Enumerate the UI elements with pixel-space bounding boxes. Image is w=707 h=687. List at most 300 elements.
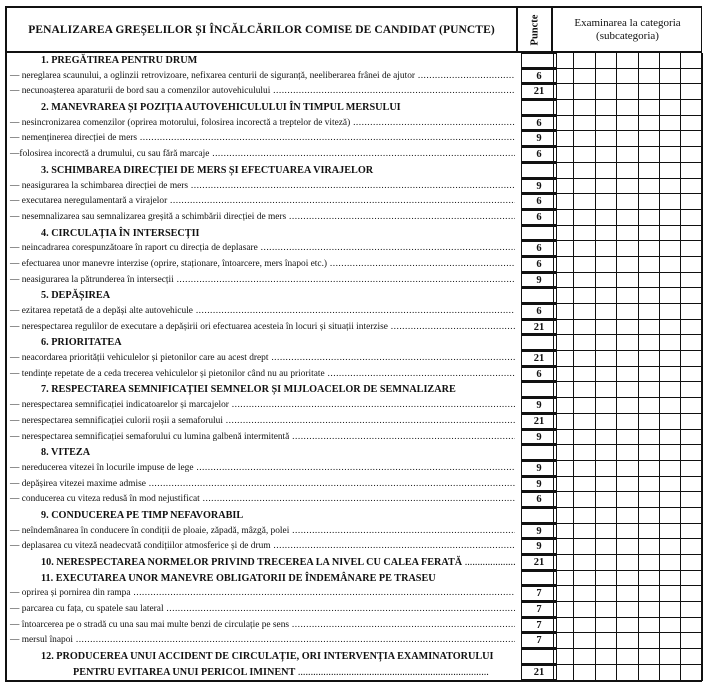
category-check-cell[interactable]: [617, 116, 638, 132]
category-check-cell[interactable]: [639, 633, 660, 649]
category-check-cell[interactable]: [574, 492, 595, 508]
category-check-cell[interactable]: [596, 445, 617, 461]
category-check-cell[interactable]: [660, 257, 681, 273]
category-check-cell[interactable]: [681, 288, 702, 304]
category-check-cell[interactable]: [596, 53, 617, 69]
category-check-cell[interactable]: [681, 131, 702, 147]
category-check-cell[interactable]: [553, 492, 574, 508]
category-check-cell[interactable]: [681, 100, 702, 116]
category-check-cell[interactable]: [617, 571, 638, 587]
category-check-cell[interactable]: [639, 492, 660, 508]
category-check-cell[interactable]: [617, 633, 638, 649]
category-check-cell[interactable]: [596, 131, 617, 147]
category-check-cell[interactable]: [553, 147, 574, 163]
category-check-cell[interactable]: [639, 131, 660, 147]
category-check-cell[interactable]: [553, 649, 574, 665]
category-check-cell[interactable]: [639, 618, 660, 634]
category-check-cell[interactable]: [660, 131, 681, 147]
category-check-cell[interactable]: [660, 524, 681, 540]
category-check-cell[interactable]: [596, 351, 617, 367]
category-check-cell[interactable]: [596, 524, 617, 540]
category-check-cell[interactable]: [681, 320, 702, 336]
category-check-cell[interactable]: [617, 602, 638, 618]
category-check-cell[interactable]: [681, 618, 702, 634]
category-check-cell[interactable]: [617, 304, 638, 320]
category-check-cell[interactable]: [596, 602, 617, 618]
category-check-cell[interactable]: [596, 100, 617, 116]
category-check-cell[interactable]: [639, 69, 660, 85]
category-check-cell[interactable]: [617, 618, 638, 634]
category-check-cell[interactable]: [639, 241, 660, 257]
category-check-cell[interactable]: [681, 382, 702, 398]
category-check-cell[interactable]: [660, 571, 681, 587]
category-check-cell[interactable]: [596, 226, 617, 242]
category-check-cell[interactable]: [660, 508, 681, 524]
category-check-cell[interactable]: [574, 304, 595, 320]
violation-text: — tendințe repetate de a ceda trecerea vehiculelor și pietonilor când nu au prioritate .....: [7, 367, 515, 383]
category-check-cell[interactable]: [639, 461, 660, 477]
category-check-cell[interactable]: [639, 273, 660, 289]
category-check-cell[interactable]: [639, 586, 660, 602]
category-check-cell[interactable]: [639, 226, 660, 242]
category-check-cell[interactable]: [617, 210, 638, 226]
category-check-cell[interactable]: [639, 571, 660, 587]
category-check-cell[interactable]: [574, 210, 595, 226]
table-row: [7, 461, 702, 477]
category-check-cell[interactable]: [553, 179, 574, 195]
category-check-cell[interactable]: [574, 539, 595, 555]
category-check-cell[interactable]: [681, 398, 702, 414]
category-check-cell[interactable]: [617, 226, 638, 242]
category-check-cell[interactable]: [681, 461, 702, 477]
category-check-cell[interactable]: [553, 194, 574, 210]
category-check-cell[interactable]: [596, 633, 617, 649]
category-check-cell[interactable]: [639, 649, 660, 665]
category-check-cell[interactable]: [574, 226, 595, 242]
category-check-cell[interactable]: [596, 163, 617, 179]
category-check-cell[interactable]: [553, 335, 574, 351]
category-check-cell[interactable]: [617, 147, 638, 163]
table-row: [7, 194, 702, 210]
category-check-cell[interactable]: [617, 492, 638, 508]
points-cell: 21: [521, 555, 557, 571]
category-check-cell[interactable]: [596, 273, 617, 289]
category-check-cell[interactable]: [639, 445, 660, 461]
category-check-cell[interactable]: [617, 194, 638, 210]
category-check-cell[interactable]: [660, 69, 681, 85]
category-check-cell[interactable]: [553, 304, 574, 320]
category-check-cell[interactable]: [553, 398, 574, 414]
category-check-cell[interactable]: [681, 304, 702, 320]
category-check-cell[interactable]: [660, 320, 681, 336]
category-check-cell[interactable]: [596, 492, 617, 508]
category-check-cell[interactable]: [553, 131, 574, 147]
category-check-cell[interactable]: [681, 414, 702, 430]
category-check-cell[interactable]: [596, 179, 617, 195]
category-check-cell[interactable]: [574, 555, 595, 571]
category-check-cell[interactable]: [553, 351, 574, 367]
category-check-cell[interactable]: [639, 665, 660, 681]
category-check-cell[interactable]: [596, 382, 617, 398]
category-check-cell[interactable]: [553, 210, 574, 226]
category-check-cell[interactable]: [553, 414, 574, 430]
category-check-cell[interactable]: [681, 367, 702, 383]
category-check-cell[interactable]: [574, 398, 595, 414]
category-check-cell[interactable]: [681, 586, 702, 602]
category-check-cell[interactable]: [553, 69, 574, 85]
category-check-cell[interactable]: [681, 163, 702, 179]
category-check-cell[interactable]: [574, 241, 595, 257]
category-check-cell[interactable]: [553, 53, 574, 69]
category-check-cell[interactable]: [617, 555, 638, 571]
category-check-cell[interactable]: [681, 257, 702, 273]
category-check-cell[interactable]: [639, 53, 660, 69]
category-check-cell[interactable]: [617, 367, 638, 383]
category-check-cell[interactable]: [574, 508, 595, 524]
category-check-cell[interactable]: [574, 194, 595, 210]
section-title: 10. NERESPECTAREA NORMELOR PRIVIND TRECEREA LA NIVEL CU CALEA FERATĂ .....: [7, 555, 515, 571]
category-check-cell[interactable]: [639, 210, 660, 226]
category-check-cell[interactable]: [553, 100, 574, 116]
category-check-cell[interactable]: [639, 84, 660, 100]
category-check-cell[interactable]: [681, 524, 702, 540]
category-check-cell[interactable]: [660, 210, 681, 226]
section-title: 8. VITEZA: [41, 447, 91, 459]
category-check-cell[interactable]: [574, 116, 595, 132]
category-check-cell[interactable]: [681, 508, 702, 524]
category-check-cell[interactable]: [681, 602, 702, 618]
category-check-cell[interactable]: [617, 445, 638, 461]
category-check-cell[interactable]: [553, 288, 574, 304]
points-cell: [521, 445, 557, 461]
category-check-cell[interactable]: [639, 524, 660, 540]
category-check-cell[interactable]: [553, 602, 574, 618]
category-check-cell[interactable]: [574, 524, 595, 540]
category-check-cell[interactable]: [660, 477, 681, 493]
category-check-cell[interactable]: [660, 586, 681, 602]
category-check-cell[interactable]: [574, 602, 595, 618]
category-check-cell[interactable]: [617, 508, 638, 524]
category-check-cell[interactable]: [681, 241, 702, 257]
category-check-cell[interactable]: [596, 586, 617, 602]
category-check-cell[interactable]: [617, 179, 638, 195]
category-check-cell[interactable]: [639, 539, 660, 555]
category-check-cell[interactable]: [596, 84, 617, 100]
points-cell: 9: [521, 398, 557, 414]
category-check-cell[interactable]: [574, 649, 595, 665]
points-cell: [521, 226, 557, 242]
category-check-cell[interactable]: [553, 539, 574, 555]
category-check-cell[interactable]: [639, 288, 660, 304]
category-check-cell[interactable]: [639, 430, 660, 446]
points-cell: 6: [521, 241, 557, 257]
category-check-cell[interactable]: [574, 163, 595, 179]
category-check-cell[interactable]: [681, 179, 702, 195]
category-check-cell[interactable]: [596, 555, 617, 571]
category-check-cell[interactable]: [596, 539, 617, 555]
category-check-cell[interactable]: [681, 226, 702, 242]
category-check-cell[interactable]: [574, 586, 595, 602]
category-check-cell[interactable]: [596, 367, 617, 383]
category-check-cell[interactable]: [681, 477, 702, 493]
category-check-cell[interactable]: [617, 163, 638, 179]
category-check-cell[interactable]: [553, 586, 574, 602]
category-check-cell[interactable]: [596, 69, 617, 85]
points-cell: 9: [521, 539, 557, 555]
category-check-cell[interactable]: [660, 351, 681, 367]
category-check-cell[interactable]: [660, 179, 681, 195]
category-check-cell[interactable]: [596, 430, 617, 446]
category-check-cell[interactable]: [681, 53, 702, 69]
category-check-cell[interactable]: [553, 382, 574, 398]
category-check-cell[interactable]: [681, 147, 702, 163]
category-check-cell[interactable]: [596, 571, 617, 587]
category-check-cell[interactable]: [660, 492, 681, 508]
category-check-cell[interactable]: [617, 53, 638, 69]
category-check-cell[interactable]: [681, 492, 702, 508]
category-check-cell[interactable]: [681, 335, 702, 351]
category-check-cell[interactable]: [574, 351, 595, 367]
category-check-cell[interactable]: [617, 398, 638, 414]
category-check-cell[interactable]: [574, 179, 595, 195]
category-check-cell[interactable]: [596, 288, 617, 304]
category-check-cell[interactable]: [574, 414, 595, 430]
category-check-cell[interactable]: [574, 273, 595, 289]
category-check-cell[interactable]: [574, 84, 595, 100]
category-check-cell[interactable]: [553, 257, 574, 273]
category-check-cell[interactable]: [681, 539, 702, 555]
category-check-cell[interactable]: [574, 445, 595, 461]
category-check-cell[interactable]: [553, 116, 574, 132]
category-check-cell[interactable]: [574, 382, 595, 398]
category-check-cell[interactable]: [617, 335, 638, 351]
category-check-cell[interactable]: [574, 367, 595, 383]
category-check-cell[interactable]: [617, 257, 638, 273]
category-check-cell[interactable]: [639, 555, 660, 571]
category-check-cell[interactable]: [574, 633, 595, 649]
category-check-cell[interactable]: [639, 477, 660, 493]
category-check-cell[interactable]: [596, 477, 617, 493]
category-check-cell[interactable]: [639, 194, 660, 210]
category-check-cell[interactable]: [553, 618, 574, 634]
violation-text: — deplasarea cu viteză neadecvată condițiilor atmosferice și de drum .....: [7, 539, 515, 555]
category-check-cell[interactable]: [681, 649, 702, 665]
category-check-cell[interactable]: [596, 335, 617, 351]
category-check-cell[interactable]: [617, 69, 638, 85]
category-check-cell[interactable]: [639, 100, 660, 116]
category-check-cell[interactable]: [596, 649, 617, 665]
category-check-cell[interactable]: [639, 304, 660, 320]
category-check-cell[interactable]: [639, 116, 660, 132]
category-check-cell[interactable]: [574, 618, 595, 634]
category-check-cell[interactable]: [553, 477, 574, 493]
category-check-cell[interactable]: [574, 288, 595, 304]
category-check-cell[interactable]: [617, 477, 638, 493]
category-check-cell[interactable]: [596, 398, 617, 414]
points-cell: [521, 288, 557, 304]
category-check-cell[interactable]: [617, 430, 638, 446]
category-check-cell[interactable]: [617, 665, 638, 681]
category-check-cell[interactable]: [617, 241, 638, 257]
table-row: [7, 524, 702, 540]
category-check-cell[interactable]: [617, 414, 638, 430]
category-check-cell[interactable]: [660, 555, 681, 571]
category-check-cell[interactable]: [553, 665, 574, 681]
category-check-cell[interactable]: [681, 445, 702, 461]
category-check-cell[interactable]: [553, 524, 574, 540]
category-check-cell[interactable]: [596, 320, 617, 336]
table-row: [7, 398, 702, 414]
category-check-cell[interactable]: [574, 477, 595, 493]
category-check-cell[interactable]: [553, 461, 574, 477]
category-check-cell[interactable]: [574, 320, 595, 336]
category-check-cell[interactable]: [574, 257, 595, 273]
category-check-cell[interactable]: [681, 210, 702, 226]
category-check-cell[interactable]: [553, 633, 574, 649]
table-body: [7, 53, 702, 681]
category-check-cell[interactable]: [681, 633, 702, 649]
category-check-cell[interactable]: [660, 273, 681, 289]
category-check-cell[interactable]: [553, 163, 574, 179]
category-check-cell[interactable]: [574, 131, 595, 147]
category-check-cell[interactable]: [596, 414, 617, 430]
category-check-cell[interactable]: [617, 100, 638, 116]
category-check-cell[interactable]: [639, 320, 660, 336]
category-check-cell[interactable]: [660, 84, 681, 100]
section-heading-row: [7, 335, 702, 351]
category-check-cell[interactable]: [639, 147, 660, 163]
category-check-cell[interactable]: [660, 288, 681, 304]
category-check-cell[interactable]: [660, 226, 681, 242]
category-check-cell[interactable]: [639, 351, 660, 367]
category-check-cell[interactable]: [639, 367, 660, 383]
category-check-cell[interactable]: [639, 179, 660, 195]
category-check-cell[interactable]: [660, 602, 681, 618]
category-check-cell[interactable]: [639, 163, 660, 179]
category-check-cell[interactable]: [660, 430, 681, 446]
category-check-cell[interactable]: [617, 461, 638, 477]
category-check-cell[interactable]: [596, 618, 617, 634]
category-check-cell[interactable]: [681, 84, 702, 100]
category-check-cell[interactable]: [681, 571, 702, 587]
category-check-cell[interactable]: [574, 461, 595, 477]
category-check-cell[interactable]: [596, 508, 617, 524]
category-check-cell[interactable]: [553, 241, 574, 257]
category-check-cell[interactable]: [660, 100, 681, 116]
category-check-cell[interactable]: [574, 53, 595, 69]
category-check-cell[interactable]: [660, 147, 681, 163]
category-check-cell[interactable]: [617, 273, 638, 289]
category-check-cell[interactable]: [639, 602, 660, 618]
category-check-cell[interactable]: [596, 241, 617, 257]
category-check-cell[interactable]: [596, 304, 617, 320]
category-check-cell[interactable]: [553, 320, 574, 336]
category-check-cell[interactable]: [553, 367, 574, 383]
category-check-cell[interactable]: [617, 288, 638, 304]
category-check-cell[interactable]: [553, 430, 574, 446]
category-check-cell[interactable]: [681, 665, 702, 681]
category-check-cell[interactable]: [660, 116, 681, 132]
section-title: 12. PRODUCEREA UNUI ACCIDENT DE CIRCULAȚIE, ORI INTERVENȚIA EXAMINATORULUI: [41, 651, 494, 663]
category-check-cell[interactable]: [660, 53, 681, 69]
category-check-cell[interactable]: [596, 461, 617, 477]
category-check-cell[interactable]: [639, 398, 660, 414]
category-check-cell[interactable]: [596, 194, 617, 210]
category-check-cell[interactable]: [681, 351, 702, 367]
category-check-cell[interactable]: [617, 351, 638, 367]
category-check-cell[interactable]: [660, 382, 681, 398]
category-check-cell[interactable]: [574, 100, 595, 116]
category-check-cell[interactable]: [681, 555, 702, 571]
category-check-cell[interactable]: [660, 398, 681, 414]
category-check-cell[interactable]: [596, 210, 617, 226]
category-check-cell[interactable]: [596, 116, 617, 132]
category-check-cell[interactable]: [639, 257, 660, 273]
category-check-cell[interactable]: [617, 539, 638, 555]
category-check-cell[interactable]: [574, 430, 595, 446]
category-check-cell[interactable]: [681, 69, 702, 85]
category-check-cell[interactable]: [553, 273, 574, 289]
category-check-cell[interactable]: [660, 633, 681, 649]
category-check-cell[interactable]: [660, 618, 681, 634]
category-check-cell[interactable]: [553, 555, 574, 571]
category-check-cell[interactable]: [553, 84, 574, 100]
category-check-cell[interactable]: [574, 69, 595, 85]
category-check-cell[interactable]: [639, 414, 660, 430]
category-check-cell[interactable]: [660, 539, 681, 555]
category-check-cell[interactable]: [617, 382, 638, 398]
category-check-cell[interactable]: [660, 241, 681, 257]
category-check-cell[interactable]: [681, 116, 702, 132]
category-check-cell[interactable]: [660, 367, 681, 383]
category-check-cell[interactable]: [660, 304, 681, 320]
category-check-cell[interactable]: [660, 665, 681, 681]
category-check-cell[interactable]: [596, 147, 617, 163]
category-check-cell[interactable]: [574, 147, 595, 163]
category-check-cell[interactable]: [617, 649, 638, 665]
category-check-cell[interactable]: [660, 414, 681, 430]
category-check-cell[interactable]: [596, 257, 617, 273]
category-check-cell[interactable]: [639, 382, 660, 398]
category-check-cell[interactable]: [574, 665, 595, 681]
category-check-cell[interactable]: [553, 571, 574, 587]
violation-text: — neîndemânarea în conducere în condiții de ploaie, zăpadă, mâzgă, polei .....: [7, 524, 515, 540]
category-check-cell[interactable]: [574, 335, 595, 351]
category-check-cell[interactable]: [660, 194, 681, 210]
category-check-cell[interactable]: [681, 273, 702, 289]
category-check-cell[interactable]: [574, 571, 595, 587]
category-check-cell[interactable]: [660, 163, 681, 179]
category-check-cell[interactable]: [681, 194, 702, 210]
category-check-cell[interactable]: [660, 461, 681, 477]
category-check-cell[interactable]: [617, 84, 638, 100]
category-check-cell[interactable]: [660, 649, 681, 665]
category-check-cell[interactable]: [553, 445, 574, 461]
table-header: [7, 8, 702, 53]
category-check-cell[interactable]: [617, 320, 638, 336]
category-check-cell[interactable]: [553, 226, 574, 242]
category-check-cell[interactable]: [639, 508, 660, 524]
category-check-cell[interactable]: [553, 508, 574, 524]
category-check-cell[interactable]: [617, 586, 638, 602]
category-check-cell[interactable]: [639, 335, 660, 351]
category-check-cell[interactable]: [681, 430, 702, 446]
category-check-cell[interactable]: [596, 665, 617, 681]
category-check-cell[interactable]: [617, 131, 638, 147]
category-check-cell[interactable]: [660, 335, 681, 351]
category-check-cell[interactable]: [660, 445, 681, 461]
category-check-cell[interactable]: [617, 524, 638, 540]
